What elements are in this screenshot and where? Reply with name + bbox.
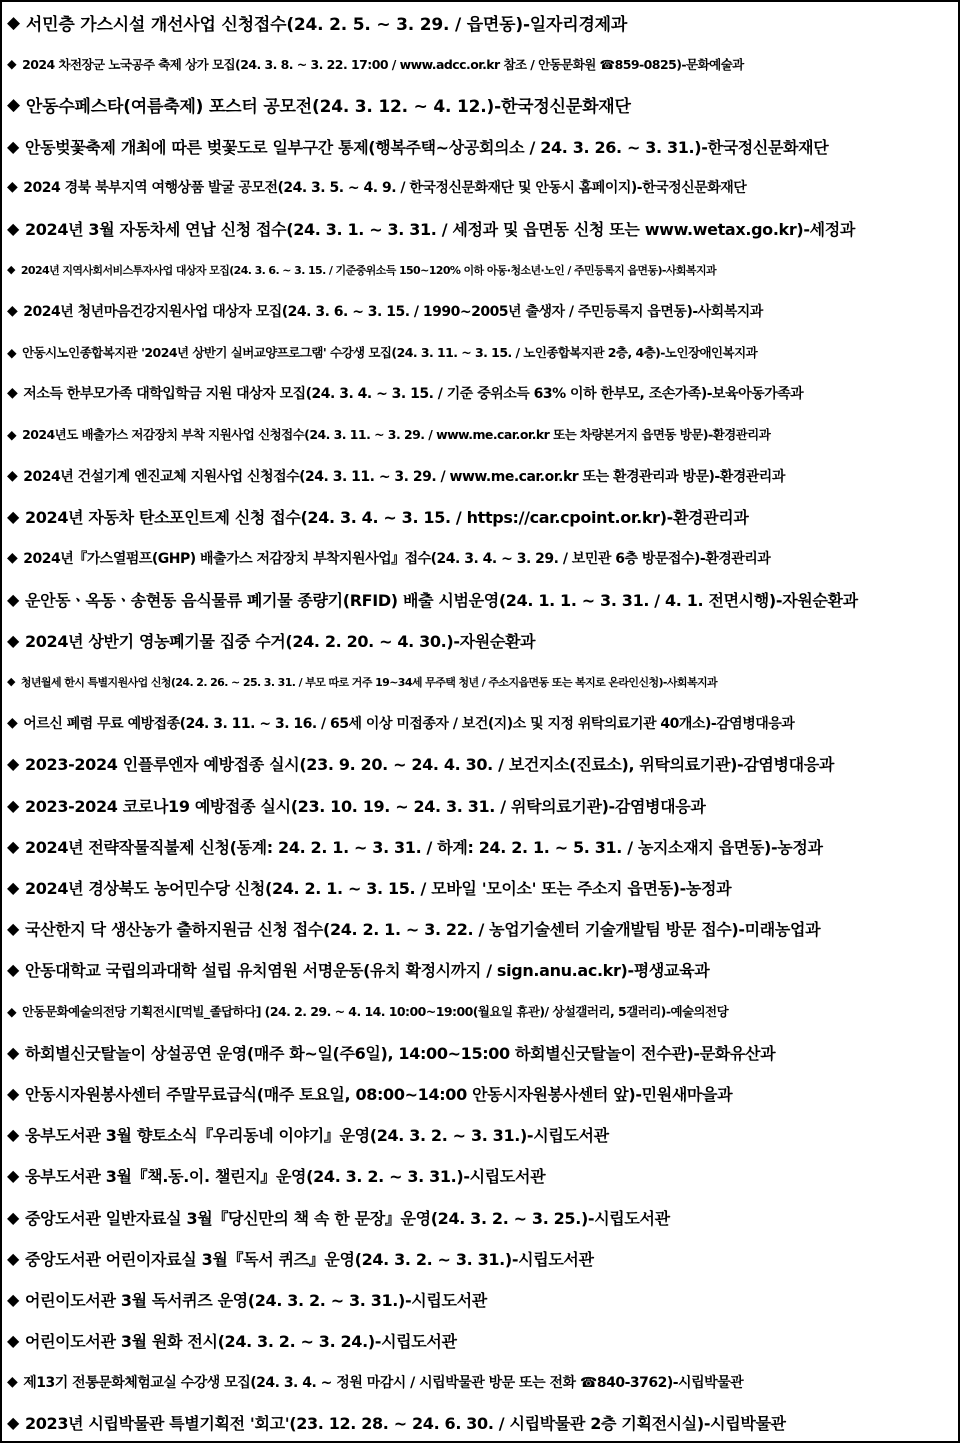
notice-text: 저소득 한부모가족 대학입학금 지원 대상자 모집(24. 3. 4. ~ 3. 15. / 기준 중위소득 63% 이하 한부모, 조손가족)-보육아동가족과 [23, 386, 804, 403]
diamond-bullet-icon: ◆ [7, 426, 17, 442]
notice-text: 2024년 3월 자동차세 연납 신청 접수(24. 3. 1. ~ 3. 31. / 세정과 및 읍면동 신청 또는 www.wetax.go.kr)-세정과 [24, 220, 855, 240]
notice-text: 청년월세 한시 특별지원사업 신청(24. 2. 26. ~ 25. 3. 31. / 부모 따로 거주 19~34세 무주택 청년 / 주소지읍면동 또는 복지로 온라인신청)-사회복지과 [20, 675, 718, 689]
notice-text: 2024년 자동차 탄소포인트제 신청 접수(24. 3. 4. ~ 3. 15. / https://car.cpoint.or.kr)-환경관리과 [24, 508, 749, 528]
notice-list [7, 2, 952, 1444]
diamond-bullet-icon: ◆ [7, 1042, 19, 1062]
notice-text: 어린이도서관 3월 독서퀴즈 운영(24. 3. 2. ~ 3. 31.)-시립도서관 [24, 1290, 487, 1310]
diamond-bullet-icon: ◆ [7, 507, 19, 527]
diamond-bullet-icon: ◆ [7, 795, 19, 815]
notice-text: 웅부도서관 3월『책.동.이. 챌린지』운영(24. 3. 2. ~ 3. 31.)-시립도서관 [24, 1167, 546, 1187]
notice-text: 2024년 전략작물직불제 신청(동계: 24. 2. 1. ~ 3. 31. / 하계: 24. 2. 1. ~ 5. 31. / 농지소재지 읍면동)-농정과 [24, 837, 823, 857]
diamond-bullet-icon: ◆ [7, 714, 18, 731]
notice-text: 중앙도서관 일반자료실 3월『당신만의 책 속 한 문장』운영(24. 3. 2. ~ 3. 25.)-시립도서관 [24, 1208, 670, 1228]
diamond-bullet-icon: ◆ [7, 219, 19, 239]
list-item [7, 496, 952, 537]
list-item [7, 1320, 952, 1361]
notice-text: 어르신 폐렴 무료 예방접종(24. 3. 11. ~ 3. 16. / 65세 이상 미접종자 / 보건(지)소 및 지정 위탁의료기관 40개소)-감염병대응과 [23, 715, 795, 732]
list-item [7, 1073, 952, 1114]
list-item [7, 1196, 952, 1237]
diamond-bullet-icon: ◆ [7, 1413, 19, 1433]
notice-text: 안동시노인종합복지관 '2024년 상반기 실버교양프로그램' 수강생 모집(24. 3. 11. ~ 3. 15. / 노인종합복지관 2층, 4층)-노인장애인복지과 [22, 345, 758, 361]
diamond-bullet-icon: ◆ [7, 12, 20, 33]
diamond-bullet-icon: ◆ [7, 960, 19, 980]
notice-text: 안동벚꽃축제 개최에 따른 벚꽃도로 일부구간 통제(행복주택~상공회의소 / 24. 3. 26. ~ 3. 31.)-한국정신문화재단 [24, 137, 829, 157]
list-item [7, 332, 952, 373]
diamond-bullet-icon: ◆ [7, 344, 17, 360]
notice-text: 2024년 청년마음건강지원사업 대상자 모집(24. 3. 6. ~ 3. 15. / 1990~2005년 출생자 / 주민등록지 읍면동)-사회복지과 [23, 303, 763, 320]
list-item [7, 991, 952, 1032]
diamond-bullet-icon: ◆ [7, 878, 19, 898]
diamond-bullet-icon: ◆ [7, 385, 18, 402]
notice-text: 2024 차전장군 노국공주 축제 상가 모집(24. 3. 8. ~ 3. 22. 17:00 / www.adcc.or.kr 참조 / 안동문화원 ☎859-0825)-문화예술과 [22, 56, 744, 72]
list-item [7, 290, 952, 331]
list-item [7, 249, 952, 290]
diamond-bullet-icon: ◆ [7, 467, 18, 484]
notice-text: 2024 경북 북부지역 여행상품 발굴 공모전(24. 3. 5. ~ 4. 9. / 한국정신문화재단 및 안동시 홈페이지)-한국정신문화재단 [23, 180, 747, 197]
diamond-bullet-icon: ◆ [7, 675, 15, 689]
list-item [7, 785, 952, 826]
notice-text: 안동수페스타(여름축제) 포스터 공모전(24. 3. 12. ~ 4. 12.)-한국정신문화재단 [25, 97, 631, 118]
list-item [7, 167, 952, 208]
diamond-bullet-icon: ◆ [7, 589, 19, 609]
diamond-bullet-icon: ◆ [7, 1248, 19, 1268]
list-item [7, 84, 952, 125]
list-item [7, 1155, 952, 1196]
diamond-bullet-icon: ◆ [7, 302, 18, 319]
list-item [7, 373, 952, 414]
diamond-bullet-icon: ◆ [7, 1331, 19, 1351]
list-item [7, 1238, 952, 1279]
diamond-bullet-icon: ◆ [7, 1003, 17, 1019]
list-item [7, 908, 952, 949]
diamond-bullet-icon: ◆ [7, 630, 19, 650]
diamond-bullet-icon: ◆ [7, 550, 18, 567]
notice-text: 안동문화예술의전당 기획전시[먹빌_졸답하다] (24. 2. 29. ~ 4. 14. 10:00~19:00(월요일 휴관)/ 상설갤러리, 5갤러리)-예술의전당 [22, 1004, 729, 1020]
notice-text: 2023년 시립박물관 특별기획전 '회고'(23. 12. 28. ~ 24. 6. 30. / 시립박물관 2층 기획전시실)-시립박물관 [24, 1414, 786, 1434]
notice-text: 어린이도서관 3월 원화 전시(24. 3. 2. ~ 3. 24.)-시립도서관 [24, 1332, 457, 1352]
list-item [7, 826, 952, 867]
list-item [7, 1361, 952, 1402]
notice-text: 2024년 지역사회서비스투자사업 대상자 모집(24. 3. 6. ~ 3. 15. / 기준중위소득 150~120% 이하 아동·청소년·노인 / 주민등록지 읍면동)-사회복지과 [20, 263, 716, 277]
diamond-bullet-icon: ◆ [7, 1373, 18, 1390]
diamond-bullet-icon: ◆ [7, 1125, 19, 1145]
diamond-bullet-icon: ◆ [7, 94, 20, 115]
diamond-bullet-icon: ◆ [7, 56, 17, 72]
diamond-bullet-icon: ◆ [7, 1207, 19, 1227]
diamond-bullet-icon: ◆ [7, 836, 19, 856]
list-item [7, 1114, 952, 1155]
diamond-bullet-icon: ◆ [7, 263, 15, 277]
list-item [7, 743, 952, 784]
list-item [7, 1279, 952, 1320]
list-item [7, 455, 952, 496]
notice-text: 안동시자원봉사센터 주말무료급식(매주 토요일, 08:00~14:00 안동시자원봉사센터 앞)-민원새마을과 [24, 1084, 733, 1104]
diamond-bullet-icon: ◆ [7, 136, 19, 156]
diamond-bullet-icon: ◆ [7, 1083, 19, 1103]
notice-text: 안동대학교 국립의과대학 설립 유치염원 서명운동(유치 확정시까지 / sign.anu.ac.kr)-평생교육과 [24, 961, 710, 981]
diamond-bullet-icon: ◆ [7, 1289, 19, 1309]
notice-text: 2024년도 배출가스 저감장치 부착 지원사업 신청접수(24. 3. 11. ~ 3. 29. / www.me.car.or.kr 또는 차량본거지 읍면동 방문)-환경관리과 [22, 427, 771, 443]
notice-text: 운안동ㆍ옥동ㆍ송현동 음식물류 폐기물 종량기(RFID) 배출 시범운영(24. 1. 1. ~ 3. 31. / 4. 1. 전면시행)-자원순환과 [24, 590, 858, 610]
list-item [7, 537, 952, 578]
notice-text: 2024년 상반기 영농폐기물 집중 수거(24. 2. 20. ~ 4. 30.)-자원순환과 [24, 631, 536, 651]
notice-text: 2024년 경상북도 농어민수당 신청(24. 2. 1. ~ 3. 15. / 모바일 '모이소' 또는 주소지 읍면동)-농정과 [24, 879, 732, 899]
list-item [7, 2, 952, 43]
list-item [7, 1402, 952, 1443]
list-item [7, 43, 952, 84]
diamond-bullet-icon: ◆ [7, 754, 19, 774]
list-item [7, 414, 952, 455]
list-item [7, 579, 952, 620]
notice-text: 2023-2024 코로나19 예방접종 실시(23. 10. 19. ~ 24. 3. 31. / 위탁의료기관)-감염병대응과 [24, 796, 706, 816]
list-item [7, 867, 952, 908]
list-item [7, 702, 952, 743]
list-item [7, 208, 952, 249]
diamond-bullet-icon: ◆ [7, 1166, 19, 1186]
notice-text: 2024년『가스열펌프(GHP) 배출가스 저감장치 부착지원사업』접수(24. 3. 4. ~ 3. 29. / 보민관 6층 방문접수)-환경관리과 [23, 551, 771, 568]
notice-text: 하회별신굿탈놀이 상설공연 운영(매주 화~일(주6일), 14:00~15:00 하회별신굿탈놀이 전수관)-문화유산과 [24, 1043, 776, 1063]
list-item [7, 661, 952, 702]
notice-text: 웅부도서관 3월 향토소식『우리동네 이야기』운영(24. 3. 2. ~ 3. 31.)-시립도서관 [24, 1126, 609, 1146]
list-item [7, 949, 952, 990]
notice-text: 중앙도서관 어린이자료실 3월『독서 퀴즈』운영(24. 3. 2. ~ 3. 31.)-시립도서관 [24, 1249, 594, 1269]
notice-text: 제13기 전통문화체험교실 수강생 모집(24. 3. 4. ~ 정원 마감시 / 시립박물관 방문 또는 전화 ☎840-3762)-시립박물관 [23, 1374, 744, 1391]
notice-text: 2023-2024 인플루엔자 예방접종 실시(23. 9. 20. ~ 24. 4. 30. / 보건지소(진료소), 위탁의료기관)-감염병대응과 [24, 755, 834, 775]
list-item [7, 620, 952, 661]
notice-text: 2024년 건설기계 엔진교체 지원사업 신청접수(24. 3. 11. ~ 3. 29. / www.me.car.or.kr 또는 환경관리과 방문)-환경관리과 [23, 468, 785, 485]
notice-text: 국산한지 닥 생산농가 출하지원금 신청 접수(24. 2. 1. ~ 3. 22. / 농업기술센터 기술개발팀 방문 접수)-미래농업과 [24, 920, 821, 940]
list-item [7, 1032, 952, 1073]
list-item [7, 126, 952, 167]
diamond-bullet-icon: ◆ [7, 179, 18, 196]
notice-text: 서민층 가스시설 개선사업 신청접수(24. 2. 5. ~ 3. 29. / 읍면동)-일자리경제과 [25, 15, 628, 36]
diamond-bullet-icon: ◆ [7, 919, 19, 939]
